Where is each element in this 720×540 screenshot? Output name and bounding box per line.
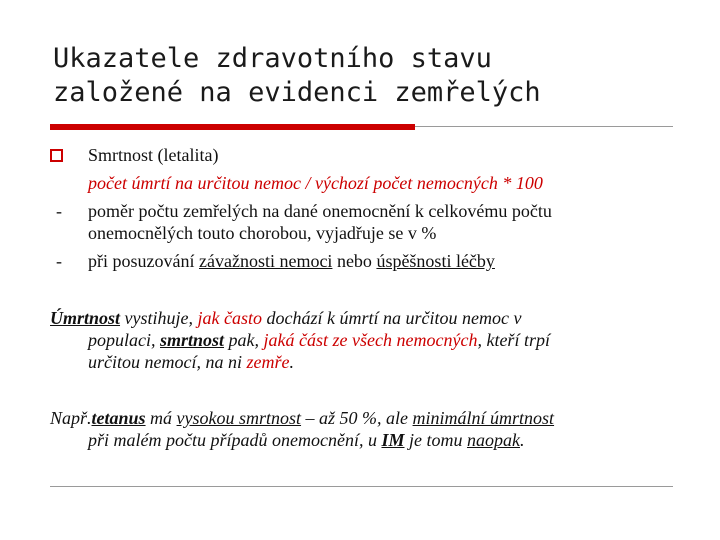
- paragraph-example: [50, 407, 670, 451]
- dash-bullet-2: -: [56, 251, 62, 271]
- paragraph-umrtnost-line-1: Úmrtnost vystihuje, jak často dochází k úmrtí na určitou nemoc v: [50, 308, 522, 328]
- smrtnost-term: smrtnost: [160, 330, 225, 350]
- dash-bullet-1: -: [56, 201, 62, 221]
- slide-title-line-1: Ukazatele zdravotního stavu: [53, 43, 492, 74]
- paragraph-umrtnost-line-3: určitou nemocí, na ni zemře.: [88, 352, 294, 372]
- paragraph-umrtnost-line-2: populaci, smrtnost pak, jaká část ze všech nemocných, kteří trpí: [88, 330, 550, 350]
- highlight-jak-casto: jak často: [197, 308, 263, 328]
- smrtnost-formula: počet úmrtí na určitou nemoc / výchozí počet nemocných * 100: [88, 173, 543, 193]
- slide-title: [53, 42, 693, 110]
- title-underline-accent: [50, 124, 415, 130]
- footer-rule: [50, 486, 673, 487]
- paragraph-example-line-1: Např.tetanus má vysokou smrtnost – až 50 %, ale minimální úmrtnost: [50, 408, 555, 428]
- square-bullet-icon: [50, 149, 63, 162]
- highlight-zemre: zemře: [246, 352, 290, 372]
- zavaznost-term: závažnosti nemoci: [198, 251, 333, 271]
- sub-item-2-prefix: při posuzování: [88, 251, 199, 271]
- umrtnost-term: Úmrtnost: [50, 308, 121, 328]
- paragraph-umrtnost: [50, 307, 670, 373]
- sub-item-1-line-2: onemocnělých touto chorobou, vyjadřuje se v %: [88, 223, 437, 243]
- sub-item-1-line-1: poměr počtu zemřelých na dané onemocnění k celkovému počtu: [88, 201, 552, 221]
- highlight-jaka-cast: jaká část ze všech nemocných: [263, 330, 478, 350]
- vysoka-smrtnost-term: vysokou smrtnost: [176, 408, 302, 428]
- sub-item-2-middle: nebo: [332, 251, 377, 271]
- naopak-term: naopak: [466, 430, 520, 450]
- bullet-heading: Smrtnost (letalita): [88, 145, 219, 165]
- sub-item-2: [88, 250, 495, 272]
- title-underline-rule: [415, 126, 673, 127]
- im-term: IM: [381, 430, 405, 450]
- paragraph-example-line-2: při malém počtu případů onemocnění, u IM je tomu naopak.: [88, 430, 525, 450]
- slide-title-line-2: založené na evidenci zemřelých: [53, 77, 541, 108]
- tetanus-term: tetanus: [91, 408, 146, 428]
- minimalni-umrtnost-term: minimální úmrtnost: [412, 408, 555, 428]
- uspesnost-term: úspěšnosti léčby: [376, 251, 495, 271]
